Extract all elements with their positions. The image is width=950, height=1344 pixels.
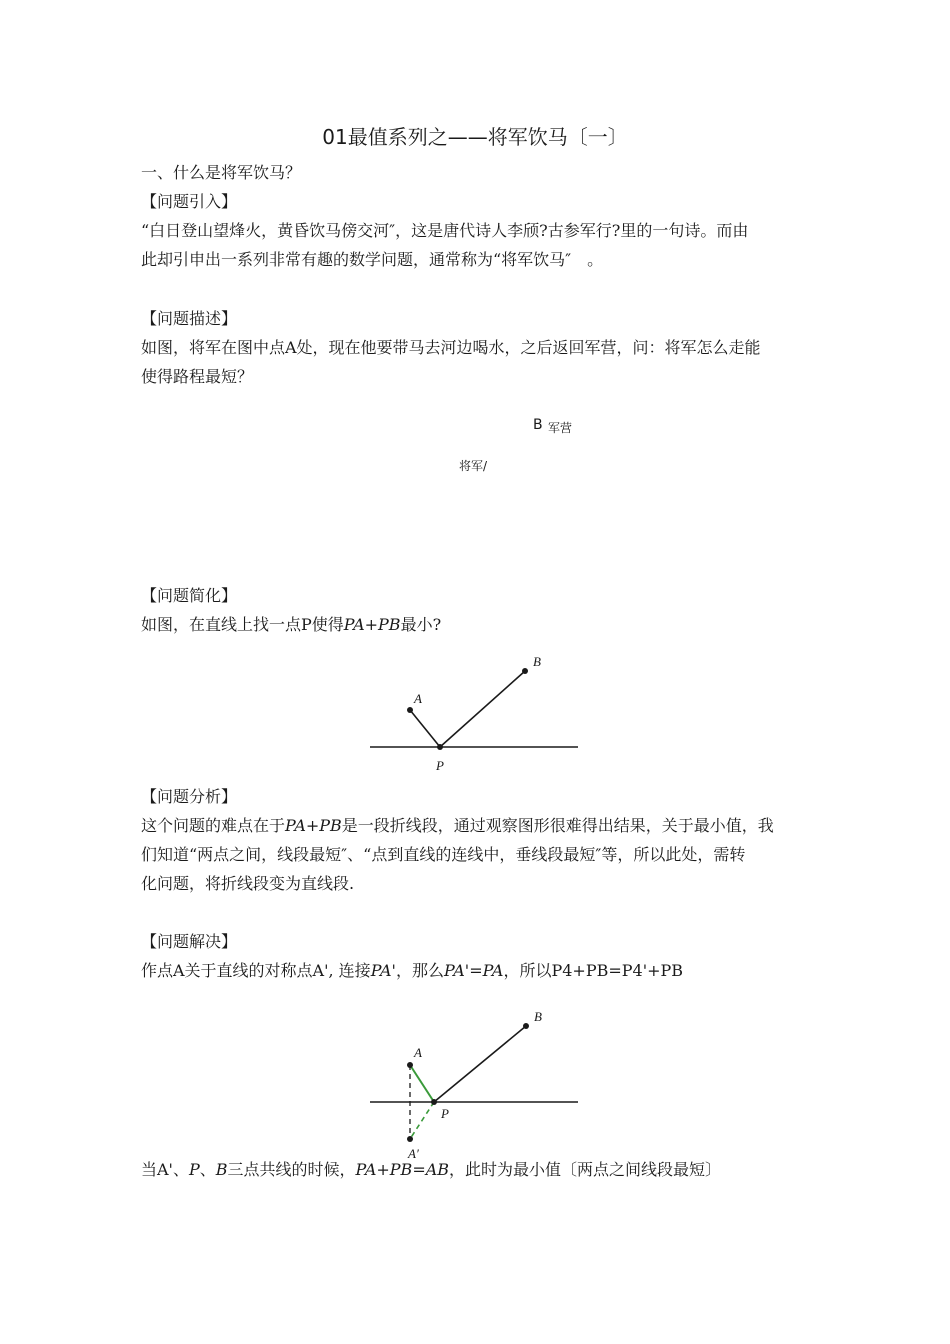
analysis-line-1 [141,816,774,836]
figure-2 [370,1009,578,1161]
simplify-heading: 【问题简化】 [141,586,238,605]
conclusion-math: PA+PB=AB [355,1160,450,1179]
fig1-label-b: B [533,654,541,669]
solution-text-mid: ，那么 [395,961,444,980]
section-heading: 一、什么是将军饮马？ [141,163,302,182]
fig1-segment-pa [410,710,440,747]
fig1-point-a [407,707,413,713]
conclusion-line [141,1160,721,1180]
figure-label-camp: 军营 [548,421,573,435]
simplify-text-pre: 如图，在直线上找一点P使得 [141,615,344,634]
solution-math-2: PA'=PA [443,961,504,980]
math-pa-pb: PA+PB [343,615,401,634]
description-line-2: 使得路程最短？ [141,367,254,386]
analysis-line-2: 们知道“两点之间，线段最短″、“点到直线的连线中，垂线段最短″等，所以此处，需转 [141,845,746,864]
figure-1 [370,654,578,773]
fig2-segment-pb [434,1026,526,1102]
fig2-label-b: B [534,1009,542,1024]
description-heading: 【问题描述】 [141,309,238,328]
fig2-point-a [407,1062,413,1068]
simplify-text-post: 最小? [400,615,442,634]
intro-line-2: 此却引申出一系列非常有趣的数学问题，通常称为“将军饮马″ 。 [141,250,604,269]
fig2-point-a-prime [407,1136,413,1142]
fig2-point-p [431,1099,437,1105]
analysis-heading: 【问题分析】 [141,787,238,806]
fig2-point-b [523,1023,529,1029]
solution-text-pre: 作点A关于直线的对称点A', 连接 [141,961,371,980]
fig1-point-b [522,668,528,674]
fig1-label-p: P [436,758,444,773]
solution-heading: 【问题解决】 [141,932,238,951]
solution-line [141,961,683,981]
conclusion-pre: 当A'、 [141,1160,189,1179]
fig2-segment-pa-prime-dashed [410,1102,434,1139]
fig2-label-p: P [441,1106,449,1121]
solution-text-mid2: ，所以 [503,961,552,980]
analysis-text-post: 是一段折线段，通过观察图形很难得出结果，关于最小值，我 [341,816,774,835]
analysis-text-pre: 这个问题的难点在于 [141,816,286,835]
conclusion-post: ，此时为最小值〔两点之间线段最短〕 [449,1160,722,1179]
intro-line-1: “白日登山望烽火，黄昏饮马傍交河″，这是唐代诗人李颀?古参军行?里的一句诗。而由 [141,221,749,240]
fig2-label-a-prime: A′ [408,1146,419,1161]
conclusion-mid: 三点共线的时候， [227,1160,356,1179]
conclusion-b: B [215,1160,228,1179]
fig1-segment-pb [440,671,525,747]
fig2-segment-pa-green [410,1065,434,1102]
conclusion-p: P [188,1160,200,1179]
analysis-math: PA+PB [285,816,342,835]
fig1-label-a: A [414,691,422,706]
fig2-label-a: A [414,1045,422,1060]
solution-text-end: P4+PB=P4'+PB [551,961,684,980]
fig1-point-p [437,744,443,750]
intro-heading: 【问题引入】 [141,192,238,211]
page-title: 01最值系列之——将军饮马〔一〕 [322,125,628,149]
description-line-1: 如图，将军在图中点A处，现在他要带马去河边喝水，之后返回军营，问：将军怎么走能 [141,338,761,357]
figure-label-general: 将军/ [459,459,488,473]
figure-label-b: B [533,417,543,433]
conclusion-sep: 、 [199,1160,216,1179]
solution-math-1: PA' [370,961,396,980]
analysis-line-3: 化问题，将折线段变为直线段. [141,874,355,893]
